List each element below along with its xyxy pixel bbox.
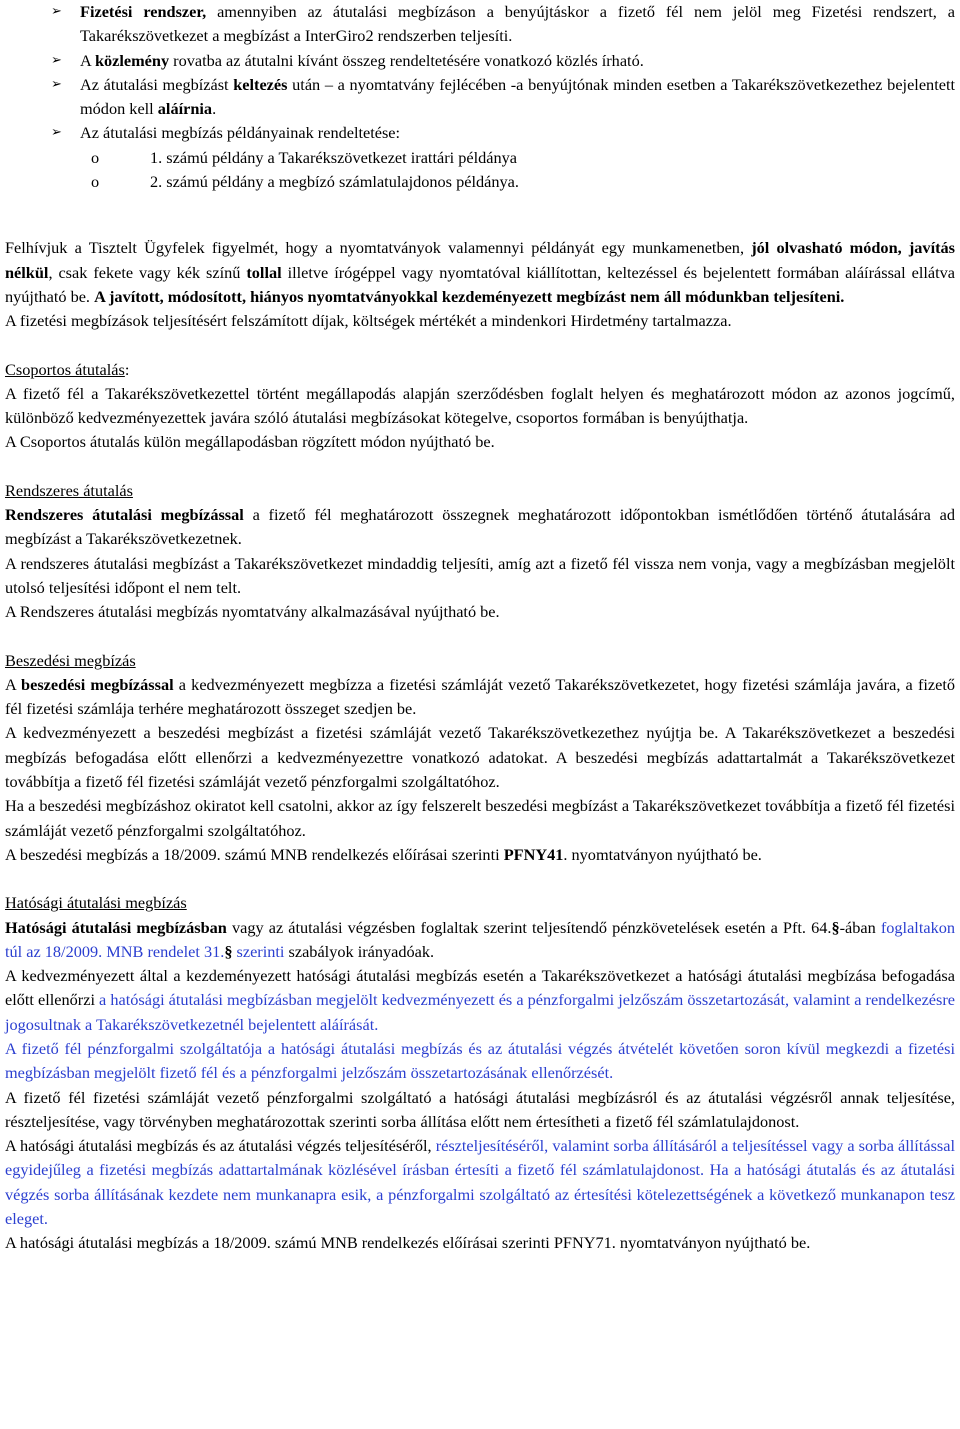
section-heading-hatosagi: Hatósági átutalási megbízás: [5, 893, 187, 913]
paragraph: Hatósági átutalási megbízásban vagy az átutalási végzésben foglaltak szerint teljesítendő pénzkövetelések esetén a Pft. 64.§-ában foglaltakon túl az 18/2009. MNB rendelet 31.§ szerinti szabályok irányadóak.: [5, 917, 955, 961]
bullet-item: ➢ A közlemény rovatba az átutalni kívánt összeg rendeltetésére vonatkozó közlés írható.: [5, 49, 955, 73]
arrow-bullet-icon: ➢: [51, 125, 62, 141]
bullet-item: ➢ Az átutalási megbízást keltezés után – a nyomtatvány fejlécében -a benyújtónak minden esetben a Takarékszövetkezethez bejelentett módon kell aláírnia.: [51, 74, 955, 119]
paragraph: A rendszeres átutalási megbízást a Takarékszövetkezet mindaddig teljesíti, amíg azt a fizető fél vissza nem vonja, vagy a megbízásban megjelölt utolsó teljesítési időpont el nem telt.: [5, 553, 955, 597]
paragraph: A kedvezményezett által a kezdeményezett hatósági átutalási megbízás esetén a Takarékszövetkezet a hatósági átutalási megbízása befogadása előtt ellenőrzi a hatósági átutalási megbízásban megjelölt kedvezményezett és a pénzforgalmi jelzőszám összetartozását, valamint a rendelkezésre jogosultnak a Takarékszövetkezetnél bejelentett aláírását.: [5, 966, 956, 1034]
paragraph: Ha a beszedési megbízáshoz okiratot kell csatolni, akkor az így felszerelt beszedési megbízást a Takarékszövetkezet továbbítja a fizető fél fizetési számláját vezető pénzforgalmi szolgáltatóhoz.: [5, 796, 955, 840]
arrow-bullet-icon: ➢: [51, 76, 62, 92]
circle-bullet: o: [91, 172, 100, 192]
paragraph: A fizető fél a Takarékszövetkezettel történt megállapodás alapján szerződésben foglalt helyen és meghatározott módon az azonos jogcímű, különböző kedvezményezettek javára szóló átutalási megbízásokat kötegelve, csoportos formában is benyújthatja.: [5, 383, 955, 428]
sub-list-item: o 2. számú példány a megbízó számlatulajdonos példánya.: [5, 170, 955, 194]
paragraph: A kedvezményezett a beszedési megbízást a fizetési számláját vezető Takarékszövetkezethez nyújtja be. A Takarékszövetkezet a beszedési megbízás befogadása előtt ellenőrzi a kedvezményezettre vonatkozó adatokat. A beszedési megbízás adattartalmát a Takarékszövetkezet továbbítja a fizető fél fizetési számláját vezető pénzforgalmi szolgáltatóhoz.: [5, 723, 955, 792]
section-heading-rendszeres: Rendszeres átutalás: [5, 480, 133, 500]
bullet-list: [5, 0, 955, 194]
intro-paragraph: Felhívjuk a Tisztelt Ügyfelek figyelmét, hogy a nyomtatványok valamennyi példányát egy munkamenetben, jól olvasható módon, javítás nélkül, csak fekete vagy kék színű tollal illetve írógéppel vagy nyomtatóval kiállítottan, keltezéssel és bejelentett formában aláírással ellátva nyújtható be. A javított, módosított, hiányos nyomtatványokkal kezdeményezett megbízást nem áll módunkban teljesíteni.: [5, 238, 955, 306]
bullet-item: ➢ Az átutalási megbízás példányainak rendeltetése: o 1. számú példány a Takarékszövetkezet irattári példánya o 2. számú példány a megbízó számlatulajdonos példánya.: [5, 121, 955, 194]
sub-list: [5, 146, 955, 195]
fees-paragraph: A fizetési megbízások teljesítésért felszámított díjak, költségek mértékét a mindenkori Hirdetmény tartalmazza.: [5, 311, 732, 331]
paragraph: Rendszeres átutalási megbízással a fizető fél meghatározott összegnek meghatározott időpontokban ismétlődően történő átutalására ad megbízást a Takarékszövetkezetnek.: [5, 505, 955, 549]
paragraph: A fizető fél pénzforgalmi szolgáltatója a hatósági átutalási megbízás és az átutalási végzés átvételét követően soron kívül megkezdi a fizetési megbízásban megjelölt fizető fél és a pénzforgalmi jelzőszám összetartozásának ellenőrzését.: [5, 1038, 955, 1083]
paragraph: A hatósági átutalási megbízás és az átutalási végzés teljesítéséről, részteljesítéséről, valamint sorba állításáról a teljesítéssel vagy a sorba állítással egyidejűleg a fizetési megbízás adattartalmának közlésével írásban értesíti a fizető fél számlatulajdonost. Ha a hatósági átutalás és az átutalási végzés sorba állításának kezdete nem munkanapra esik, a pénzforgalmi szolgáltató az értesítési kötelezettségének a következő munkanapon tesz eleget.: [5, 1136, 955, 1229]
paragraph: A beszedési megbízással a kedvezményezett megbízza a fizetési számláját vezető Takarékszövetkezetet, hogy fizetési számlája javára, a fizető fél fizetési számlája terhére meghatározott összeget szedjen be.: [5, 674, 956, 719]
circle-bullet: o: [91, 147, 100, 167]
paragraph: A hatósági átutalási megbízás a 18/2009. számú MNB rendelkezés előírásai szerinti PFNY71. nyomtatványon nyújtható be.: [5, 1233, 811, 1253]
paragraph: A beszedési megbízás a 18/2009. számú MNB rendelkezés előírásai szerinti PFNY41. nyomtatványon nyújtható be.: [5, 844, 762, 864]
arrow-bullet-icon: ➢: [51, 52, 62, 68]
paragraph: A Rendszeres átutalási megbízás nyomtatvány alkalmazásával nyújtható be.: [5, 602, 500, 622]
paragraph: A Csoportos átutalás külön megállapodásban rögzített módon nyújtható be.: [5, 432, 495, 452]
document-page: [5, 0, 955, 1256]
sub-list-item: o 1. számú példány a Takarékszövetkezet irattári példánya: [5, 146, 955, 170]
bullet-item: ➢ Fizetési rendszer, amennyiben az átutalási megbízáson a benyújtáskor a fizető fél nem jelöl meg Fizetési rendszert, a Takarékszövetkezet a megbízást a InterGiro2 rendszerben teljesíti.: [51, 2, 956, 46]
arrow-bullet-icon: ➢: [51, 4, 62, 19]
paragraph: A fizető fél fizetési számláját vezető pénzforgalmi szolgáltató a hatósági átutalási megbízásról és az átutalási végzésről annak teljesítése, részteljesítése, vagy törvényben meghatározottak szerinti sorba állítása előtt nem értesítheti a fizető fél számlatulajdonost.: [5, 1087, 955, 1131]
section-heading-beszedesi: Beszedési megbízás: [5, 650, 136, 670]
section-heading-csoportos: Csoportos átutalás:: [5, 359, 130, 379]
